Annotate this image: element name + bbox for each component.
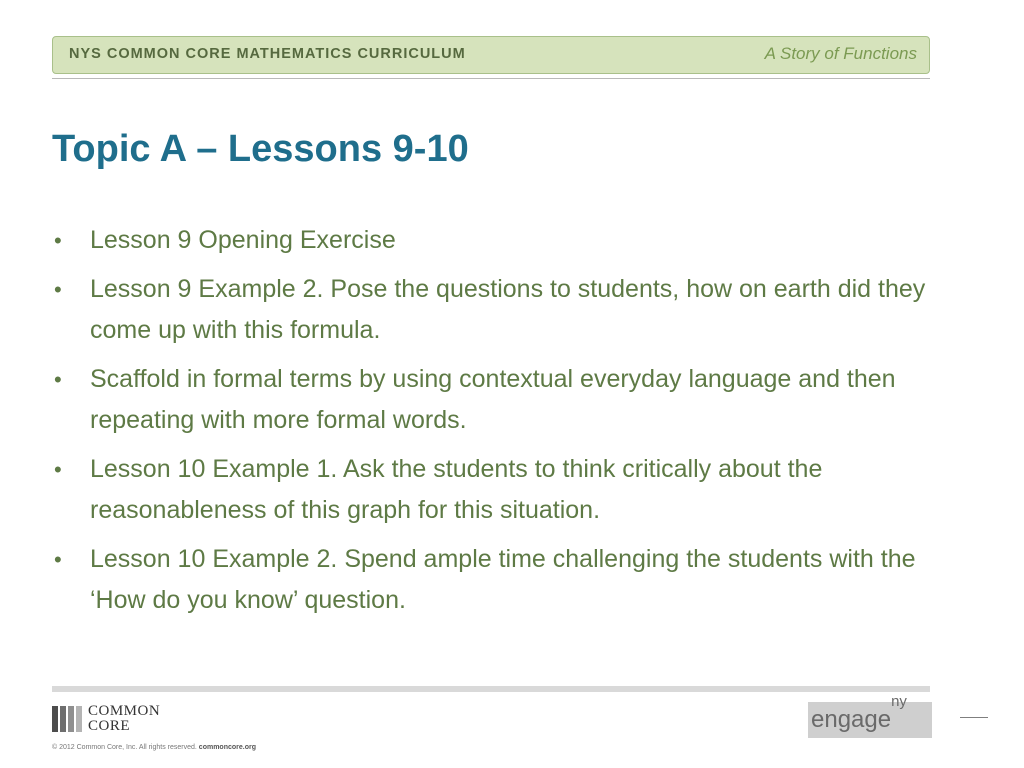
bullet-text: Lesson 9 Opening Exercise	[90, 226, 396, 254]
common-core-wordmark	[88, 704, 160, 734]
bullet-icon: •	[54, 457, 62, 482]
engage-ny-superscript: ny	[891, 693, 907, 710]
header-bar	[52, 36, 930, 74]
copyright-notice	[52, 744, 256, 751]
bullet-item	[52, 449, 972, 531]
bullet-item	[52, 269, 972, 351]
bullet-icon: •	[54, 277, 62, 302]
slide-title: Topic A – Lessons 9-10	[52, 128, 469, 170]
bullet-text: Lesson 9 Example 2. Pose the questions to students, how on earth did they come up with this formula.	[90, 275, 926, 344]
engage-word: engage	[811, 706, 892, 733]
common-core-bars-icon	[52, 704, 82, 734]
story-label: A Story of Functions	[764, 44, 917, 63]
curriculum-label: NYS COMMON CORE MATHEMATICS CURRICULUM	[69, 46, 466, 62]
engage-ny-logo	[808, 693, 932, 738]
bullet-item	[52, 359, 972, 441]
bullet-icon: •	[54, 367, 62, 392]
bullet-item	[52, 220, 972, 261]
copyright-site: commoncore.org	[198, 744, 256, 751]
bullet-icon: •	[54, 228, 62, 253]
bullet-text: Lesson 10 Example 2. Spend ample time challenging the students with the ‘How do you know’ question.	[90, 545, 916, 614]
footer-divider	[52, 686, 930, 692]
bullet-list	[52, 220, 972, 629]
logo-line-core: CORE	[88, 718, 131, 734]
bullet-text: Lesson 10 Example 1. Ask the students to think critically about the reasonableness of this graph for this situation.	[90, 455, 823, 524]
corner-divider	[960, 717, 988, 718]
bullet-text: Scaffold in formal terms by using contextual everyday language and then repeating with more formal words.	[90, 365, 896, 434]
copyright-text: © 2012 Common Core, Inc. All rights reserved.	[52, 744, 197, 751]
bullet-item	[52, 539, 972, 621]
logo-line-common: COMMON	[88, 703, 161, 719]
common-core-logo	[52, 704, 160, 734]
bullet-icon: •	[54, 547, 62, 572]
